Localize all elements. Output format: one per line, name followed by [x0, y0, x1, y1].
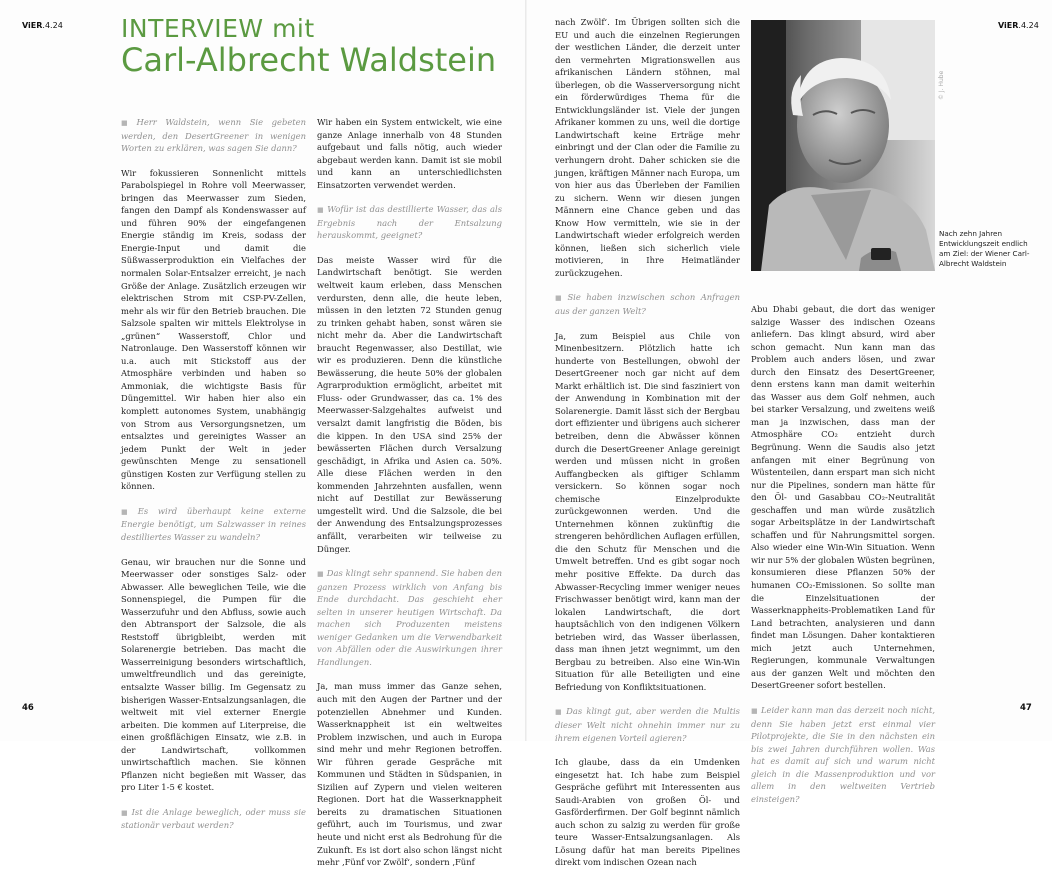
interview-question [317, 203, 502, 242]
question-text: Herr Waldstein, wenn Sie gebeten werden, den DesertGreener in wenigen Worten zu erklären, was sagen Sie dann? [121, 117, 306, 154]
question-text: Leider kann man das derzeit noch nicht, denn Sie haben jetzt erst einmal vier Pilotprojekte, die Sie in den nächsten ein bis zwei Jahren durchführen wollen. Was hat es damit auf sich und warum nicht gleich in die Massenproduktion und vor allem in den weltweiten Vertrieb einsteigen? [751, 704, 936, 804]
question-text: Es wird überhaupt keine externe Energie benötigt, um Salzwasser in reines destilliertes Wasser zu wandeln? [121, 505, 306, 542]
question-marker-icon: ■ [121, 507, 135, 516]
interview-question [555, 705, 740, 744]
interview-question [121, 505, 306, 544]
question-text: Das klingt sehr spannend. Sie haben den ganzen Prozess wirklich von Anfang bis Ende durchdacht. Das geschieht eher selten in unserer heutigen Wirtschaft. Da machen sich Produzenten meistens weniger Gedanken um die Verwendbarkeit von Abfällen oder die Auswirkungen ihrer Handlungen. [317, 568, 502, 667]
question-marker-icon: ■ [555, 708, 564, 717]
page-number-right: 47 [1020, 703, 1032, 713]
text-column-2 [317, 116, 502, 881]
brand-right [998, 21, 1039, 30]
interview-question [317, 567, 502, 668]
interview-answer: Abu Dhabi gebaut, die dort das weniger salzige Wasser des indischen Ozeans anliefern. Das klingt absurd, wird aber schon gemacht. Nun kann man das Problem auch anders lösen, und zwar durch den Einsatz des DesertGreener, denn erstens kann man damit weiterhin das Wasser aus dem Golf nehmen, auch bei starker Versalzung, und zweitens weiß man ja inzwischen, dass man der Atmosphäre CO₂ entzieht durch Begrünung. Wenn die Saudis also jetzt anfangen mit einer Begrünung von Wüstenteilen, dann erspart man sich nicht nur die Pipelines, sondern man hätte für den Öl- und Gasabbau CO₂-Neutralität geschaffen und man würde zusätzlich sogar Arbeitsplätze in der Landwirtschaft schaffen und für Nahrungsmittel sorgen. Also wieder eine Win-Win Situation. Wenn wir nur 5% der globalen Wüsten begrünen, konsumieren diese Pflanzen 50% der humanen CO₂-Emissionen. So sollte man die Einzelsituationen der Wasserknappheits-Problematiken Land für Land betrachten, analysieren und dann findet man Lösungen. Daher kontaktieren mich jetzt auch Unternehmen, Regierungen, kommunale Verwaltungen aus der ganzen Welt und möchten den DesertGreener sofort bestellen. [751, 304, 935, 691]
question-marker-icon: ■ [751, 706, 758, 715]
interview-answer: nach Zwölf‘. Im Übrigen sollten sich die EU und auch die einzelnen Regierungen der westlichen Länder, die derzeit unter den vermehrten Migrationswellen aus afrikanischen Ländern stöhnen, mal überlegen, ob die Wasserversorgung nicht ein förderwürdiges Thema für die Entwicklungsländer ist. Viele der jungen Afrikaner kommen zu uns, weil die dortige Landwirtschaft keine Erträge mehr einbringt und der Clan oder die Familie zu verhungern droht. Daher schicken sie die jungen, kräftigen Männer nach Europa, um von hier aus das Überleben der Familien zu sichern. Wenn wir diesen jungen Männern eine Chance geben und das Know How vermitteln, wie sie in der Landwirtschaft wieder erfolgreich werden können, ließen sich sicherlich viele motivieren, in Ihre Heimatländer zurückzugehen. [555, 17, 740, 278]
text-column-3 [555, 16, 740, 881]
portrait-photo [751, 20, 935, 271]
brand-left [22, 21, 63, 30]
text-column-1 [121, 116, 306, 844]
page-gutter [525, 0, 527, 741]
text-column-4 [751, 303, 935, 817]
question-text: Wofür ist das destillierte Wasser, das als Ergebnis nach der Entsalzung herauskommt, geeignet? [317, 204, 502, 241]
question-marker-icon: ■ [121, 119, 134, 127]
interview-answer: Ich glaube, dass da ein Umdenken eingesetzt hat. Ich habe zum Beispiel Gespräche geführt mit Interessenten aus Saudi-Arabien von großen Öl- und Gasförderfirmen. Der Golf beginnt nämlich auch schon zu salzig zu werden für große teure Wasser-Entsalzungsanlagen. Als Lösung dafür hat man bereits Pipelines direkt vom indischen Ozean nach [555, 757, 740, 868]
question-text: Das klingt gut, aber werden die Multis dieser Welt nicht ohnehin immer nur zu ihrem eigenen Vorteil agieren? [555, 706, 740, 743]
brand-name: ViER [998, 21, 1019, 30]
interview-answer: Wir haben ein System entwickelt, wie eine ganze Anlage innerhalb von 48 Stunden aufgebaut und falls nötig, auch wieder abgebaut werden kann. Damit ist sie mobil und kann an unterschiedlichsten Einsatzorten verwendet werden. [317, 117, 502, 190]
portrait-illustration [751, 20, 935, 271]
question-text: Sie haben inzwischen schon Anfragen aus der ganzen Welt? [555, 292, 740, 317]
brand-issue: .4.24 [1018, 21, 1039, 30]
photo-credit: © J. Hube [938, 70, 945, 100]
question-text: Ist die Anlage beweglich, oder muss sie stationär verbaut werden? [121, 806, 306, 831]
question-marker-icon: ■ [317, 570, 324, 579]
page-number-left: 46 [22, 703, 34, 713]
interview-question [121, 116, 306, 155]
brand-name: ViER [22, 21, 43, 30]
photo-caption: Nach zehn Jahren Entwicklungszeit endlich am Ziel: der Wiener Carl-Albrecht Waldstein [939, 229, 1030, 268]
question-marker-icon: ■ [121, 808, 129, 817]
brand-issue: .4.24 [42, 21, 63, 30]
article-title [121, 16, 496, 78]
interview-question [751, 704, 935, 805]
interview-answer: Genau, wir brauchen nur die Sonne und Meerwasser oder sonstiges Salz- oder Abwasser. Alle beweglichen Teile, wie die Sonnenspiegel, die Pumpen für die Wasserzufuhr und den Abfluss, sowie auch den Abtransport der Salzsole, die als Reststoff übrigbleibt, werden mit Solarenergie betrieben. Das macht die Wasserreinigung besonders wirtschaftlich, umweltfreundlich und das gereinigte, entsalzte Wasser billig. Im Gegensatz zu bisherigen Wasser-Entsalzungsanlagen, die weltweit mit viel externer Energie arbeiten. Die kommen auf Literpreise, die einen großflächigen Einsatz, wie z.B. in der Landwirtschaft, vollkommen unwirtschaftlich machen. Sie können Pflanzen nicht begießen mit Wasser, das pro Liter 1-5 € kostet. [121, 556, 306, 793]
interview-answer: Ja, man muss immer das Ganze sehen, auch mit den Augen der Partner und der potenziellen Abnehmer und Kunden. Wasserknappheit ist ein weltweites Problem inzwischen, und auch in Europa sind mehr und mehr Regionen betroffen. Wir führen gerade Gespräche mit Kommunen und Städten in Südspanien, in Sizilien auf Zypern und vielen weiteren Regionen. Dort hat die Wasserknappheit bereits zu dramatischen Situationen geführt, auch im Tourismus, und zwar heute und nicht erst als Bedrohung für die Zukunft. Es ist dort also schon längst nicht mehr ‚Fünf vor Zwölf‘, sondern ‚Fünf [317, 681, 502, 868]
question-marker-icon: ■ [555, 294, 565, 303]
title-line-1: INTERVIEW mit [121, 14, 315, 43]
interview-answer: Das meiste Wasser wird für die Landwirtschaft benötigt. Sie werden weltweit kaum erleben, dass Menschen verdursten, denn alle, die heute leben, müssen in den letzten 72 Stunden genug zu trinken gehabt haben, sonst wären sie nicht mehr da. Aber die Landwirtschaft braucht Regenwasser, also Destillat, wie wir es produzieren. Denn die künstliche Bewässerung, die heute 50% der globalen Agrarproduktion ermöglicht, arbeitet mit Fluss- oder Grundwasser, das ca. 1% des Meerwasser-Salzgehaltes aufweist und versalzt damit langfristig die Böden, bis die kippen. In den USA sind 25% der bewässerten Flächen durch Versalzung geschädigt, in Afrika und Asien ca. 50%. Alle diese Flächen werden in den kommenden Jahrzehnten ausfallen, wenn nicht auf Destillat zur Bewässerung umgestellt wird. Und die Salzsole, die bei der Anwendung des Entsalzungsprozesses anfällt, verarbeiten wir teilweise zu Dünger. [317, 254, 502, 554]
interview-question [121, 806, 306, 832]
title-line-2: Carl-Albrecht Waldstein [121, 41, 497, 80]
interview-question [555, 291, 740, 317]
question-marker-icon: ■ [317, 206, 325, 215]
interview-answer: Ja, zum Beispiel aus Chile von Minenbesitzern. Plötzlich hatte ich hunderte von Bestellungen, obwohl der DesertGreener noch gar nicht auf dem Markt erhältlich ist. Die sind fasziniert von der Anwendung in Kombination mit der Solarenergie. Damit lässt sich der Bergbau dort effizienter und übrigens auch sicherer betreiben, denn die Abwässer können durch die DesertGreener Anlage gereinigt werden und müssen nicht in großen Auffangbecken als giftiger Schlamm versickern. So können sogar noch chemische Einzelprodukte zurückgewonnen werden. Und die Unternehmen können zukünftig die strengeren behördlichen Auflagen erfüllen, die den Schutz für Menschen und die Umwelt betreffen. Und es gibt sogar noch mehr positive Effekte. Da durch das Abwasser-Recycling immer weniger neues Frischwasser benötigt wird, kann man der lokalen Landwirtschaft, die dort hauptsächlich von den indigenen Völkern betrieben wird, das Wasser überlassen, dass man ihnen jetzt wegnimmt, um den Bergbau zu betreiben. Also eine Win-Win Situation für alle Beteiligten und eine Befriedung von Konfliktsituationen. [555, 330, 740, 692]
interview-answer: Wir fokussieren Sonnenlicht mittels Parabolspiegel in Rohre voll Meerwasser, bringen das Meerwasser zum Sieden, fangen den Dampf als Kondenswasser auf und führen 90% der eingefangenen Energie ständig im Kreis, sodass der Energie-Input und damit die Süßwasserproduktion ein Vielfaches der normalen Solar-Entsalzer erreicht, je nach Größe der Anlage. Zusätzlich erzeugen wir elektrischen Strom mit CSP-PV-Zellen, mehr als wir für den Betrieb brauchen. Die Salzsole spalten wir mittels Elektrolyse in „grünen“ Wasserstoff, Chlor und Natronlauge. Den Wasserstoff können wir u.a. auch mit Stickstoff aus der Atmosphäre verbinden und haben so Ammoniak, die wichtigste Basis für Düngemittel. Wir haben hier also ein komplett autonomes System, unabhängig von Strom aus Versorgungsnetzen, um entsalztes und gereinigtes Wasser an jedem Punkt der Welt in jeder gewünschten Menge zu sensationell günstigen Kosten zur Verfügung stellen zu können. [121, 167, 306, 492]
